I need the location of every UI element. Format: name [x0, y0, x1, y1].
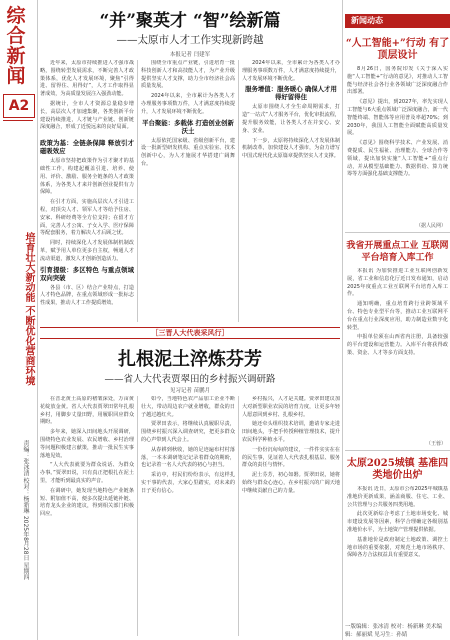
story1-paragraph: 近年来，太原市持续推进人才强市战略，围绕转型发展需求，不断完善人才政策体系，优化人才发展环境，聚焦“引得进、留得住、用得好”，人才工作取得显著成效，为高质量发展注入强劲动能。 [40, 60, 134, 98]
edition-info: 责编：张冰清 校对：杨新琳 2025年8月28日 星期四 [22, 440, 29, 581]
right-column [345, 0, 450, 640]
news-item-paragraph: 此次更新综合考虑了土地市场变化、城市建设发展等因素，科学合理确定各级别基准地价水平，为土地资产管理提供依据。 [347, 511, 448, 533]
story1-headline: “并”聚英才 “智”绘新篇 [99, 11, 281, 31]
story2-subhead: ——省人大代表贾翠田的乡村振兴调研路 [104, 374, 276, 385]
story2-column-1 [40, 396, 134, 636]
story1-paragraph: 在引才方面，实施高层次人才引进工程，对顶尖人才、领军人才等给予住房、安家、科研经费等全方位支持；在留才方面，完善人才公寓、子女入学、医疗保障等配套服务，着力解决人才后顾之忧。 [40, 199, 134, 237]
story1-subtitle: 服务增值：服务暖心 确保人才用得好留得住 [245, 85, 337, 102]
news-item-credit: （王蓉） [425, 441, 446, 447]
story2-banner: ［三晋人大代表采风行］ [40, 327, 340, 339]
story2-paragraph: 从春耕到秋收，她的足迹遍布村村落落，一本本调研笔记记录着群众的期盼，也记录着一名人大代表的初心与担当。 [141, 446, 235, 469]
story1-column-1 [40, 60, 134, 322]
story1-paragraph: 据统计，全市人才资源总量稳步增长，高层次人才加速集聚，各类创新平台建设持续推进，人才链与产业链、创新链深度融合，形成了近悦远来的良好局面。 [40, 100, 134, 131]
right-column-divider [342, 0, 343, 640]
news-item-paragraph: 8月26日，国务院印发《关于深入实施“人工智能+”行动的意见》，对推动人工智能与经济社会各行业各领域广泛深度融合作出部署。 [347, 66, 448, 96]
item-divider [345, 232, 450, 233]
news-item-paragraph: 通知明确，重点培育跨行业跨领域平台、特色专业型平台等，推动工业互联网平台在重点行业深度应用，助力制造业数字化转型。 [347, 301, 448, 331]
news-item-headline: 我省开展重点工业 互联网平台培育入库工作 [346, 241, 449, 263]
story2-column-3 [242, 396, 340, 636]
column-divider [238, 60, 239, 322]
news-item-paragraph: 基准地价是政府制定土地政策、调控土地市场的重要依据，对规范土地市场秩序、保障各方合法权益具有重要意义。 [347, 536, 448, 559]
story1-paragraph: 各县（市、区）结合产业特点，打造人才特色品牌，在重点领域形成一批标志性成果，推动人才工作提质增效。 [40, 284, 134, 307]
story1-subhead: ——太原市人才工作实现新跨越 [116, 34, 264, 46]
page-rule [3, 120, 33, 121]
news-section-title: 新闻动态 [345, 14, 450, 28]
story1-paragraph: 2024年以来，全市累计为各类人才办理服务事项数万件，人才满意度持续提升，人才发展环境不断优化。 [242, 60, 340, 82]
story2-paragraph: 在晋北黄土高原的褶皱深处，万亩黄花绽放金黄。省人大代表贾翠田常年扎根乡村，用脚步丈量田野，用履职回应群众期盼。 [40, 396, 134, 426]
column-divider [137, 60, 138, 322]
slogan: 培育壮大新动能 不断优化营商环境 [23, 232, 34, 386]
footer-editors: 一版编辑：张冰清 校对：杨新琳 美术编辑：郝丽斌 见习生：孙婧 [345, 624, 442, 638]
rail-divider [37, 0, 38, 640]
news-item-headline: “人工智能+”行动 有了顶层设计 [345, 38, 450, 61]
news-item-headline: 太原2025城镇 基准四类地价出炉 [346, 458, 449, 481]
left-rail [0, 0, 36, 640]
story2-paragraph: 泥土芬芳，初心如磐。贾翠田说，她将始终与群众心连心，在乡村振兴的广阔天地中继续贡献自己的力量。 [242, 472, 340, 494]
story2-headline: 扎根泥土淬炼芬芳 [118, 349, 262, 370]
column-divider [238, 396, 239, 636]
story2-paragraph: 贾翠田表示，将继续认真履职尽责，围绕乡村振兴深入调查研究，把更多群众的心声带到人代会上。 [141, 421, 235, 443]
story1-paragraph: 下一步，太原将持续深化人才发展体制机制改革，加快建设人才强市，为奋力谱写中国式现代化太原篇章提供坚实人才支撑。 [242, 137, 340, 160]
story1-paragraph: 2024年以来，全市累计为各类人才办理服务事项数万件，人才满意度持续提升，人才发展环境不断优化。 [141, 93, 235, 115]
story2-paragraph: 她还牵头组织技术培训，邀请专家走进田间地头，手把手传授种植管理技术，提升农民科学种植水平。 [242, 421, 340, 443]
main-column [40, 0, 340, 640]
story1-byline: 本报记者 闫建军 [169, 52, 211, 58]
story2-paragraph: 一份份沉甸甸的建议，一件件实实在在的民生事，见证着人大代表扎根基层、服务群众的责任与情怀。 [242, 446, 340, 469]
story2-column-2 [141, 396, 235, 636]
story1-subtitle: 引育提级：多区特色 与重点领域双向突破 [40, 265, 134, 282]
item-divider [345, 450, 450, 451]
page-number: A2 [3, 94, 35, 118]
news-item-paragraph: 本报讯 近日，太原市公布2025年城镇基准地价更新成果，涵盖商服、住宅、工业、公共管理与公共服务四类用地。 [347, 486, 448, 508]
story2-paragraph: “人大代表就要为群众说话、为群众办事。”贾翠田说，只有真正把根扎在泥土里，才能听到最真实的声音。 [40, 462, 134, 484]
story1-paragraph: 围绕全市重点产业链，引进培育一批科技创新人才和高技能人才，为产业升级提供坚实人才支撑，助力全市经济社会高质量发展。 [141, 60, 235, 90]
story2-paragraph: 如今，当地特色农产品加工企业不断壮大，带动周边农户就业增收，群众的日子越过越红火。 [141, 396, 235, 418]
news-item-credit: （据人民网） [415, 223, 446, 229]
story2-paragraph: 乡村振兴，人才是关键。贾翠田建议加大对新型职业农民的培育力度，让更多年轻人愿意回到乡村、扎根乡村。 [242, 396, 340, 418]
story1-paragraph: 太原市坚持把政策作为引才聚才的基础性工作，构建起覆盖引进、培养、使用、评价、激励、服务全链条的人才政策体系，为各类人才来并创新创业提供有力保障。 [40, 158, 134, 196]
story1-paragraph: 同时，持续深化人才发展体制机制改革，赋予用人单位更多自主权，畅通人才流动渠道，激发人才创新创造活力。 [40, 240, 134, 262]
story1-column-2 [141, 60, 235, 322]
news-item-body [347, 66, 448, 226]
news-item-paragraph: 本报讯 为加快推进工业互联网创新发展，省工业和信息化厅近日发布通知，启动2025年度重点工业互联网平台培育入库工作。 [347, 268, 448, 298]
column-divider [137, 396, 138, 636]
story2-paragraph: 多年来，她深入田间地头开展调研，围绕特色农业发展、农民增收、乡村治理等问题积极建言献策，推动一批民生实事落地见效。 [40, 429, 134, 459]
story1-subtitle: 政策为基：全链条保障 释放引才磁吸效应 [40, 139, 134, 156]
section-name: 综合新闻 [6, 5, 26, 87]
story1-paragraph: 太原市围绕人才全生命周期需求，打造“一站式”人才服务平台，优化审批流程，提升服务效能，让各类人才在并安心、安身、安业。 [242, 104, 340, 134]
story1-column-3 [242, 60, 340, 322]
news-item-paragraph: 《意见》围绕科学技术、产业发展、消费提质、民生福祉、治理能力、全球合作等领域，提出加快实施“人工智能+”重点行动，并从模型基础能力、数据供给、算力统筹等方面强化基础支撑能力。 [347, 140, 448, 178]
story1-subtitle: 平台聚能：多载体 打造创业创新沃土 [142, 118, 234, 135]
news-item-body [347, 268, 448, 444]
story2-paragraph: 在调研中，她发现当地特色产业链条短、附加值不高，便多次提出延链补链、培育龙头企业的建议，得到相关部门积极回应。 [40, 487, 134, 518]
story2-byline: 见习记者 苗鹏月 [169, 388, 211, 394]
news-item-paragraph: 《意见》提出，到2027年，率先实现人工智能与6大重点领域广泛深度融合，新一代智能终端、智能体等应用普及率超70%；到2030年，我国人工智能全面赋能高质量发展。 [347, 99, 448, 137]
news-item-paragraph: 申报单位须在山西省内注册，具备较强的平台建设和运营能力。入库平台将获得政策、资金、人才等多方面支持。 [347, 334, 448, 356]
news-item-body [347, 486, 448, 618]
story1-paragraph: 太原依托国家级、省级创新平台，建设一批新型研发机构、重点实验室、技术创新中心，为人才施展才华搭建广阔舞台。 [141, 137, 235, 167]
story2-paragraph: 采访中，村民们纷纷表示，有这样扎实干事的代表，大家心里踏实，对未来的日子更有信心。 [141, 472, 235, 494]
